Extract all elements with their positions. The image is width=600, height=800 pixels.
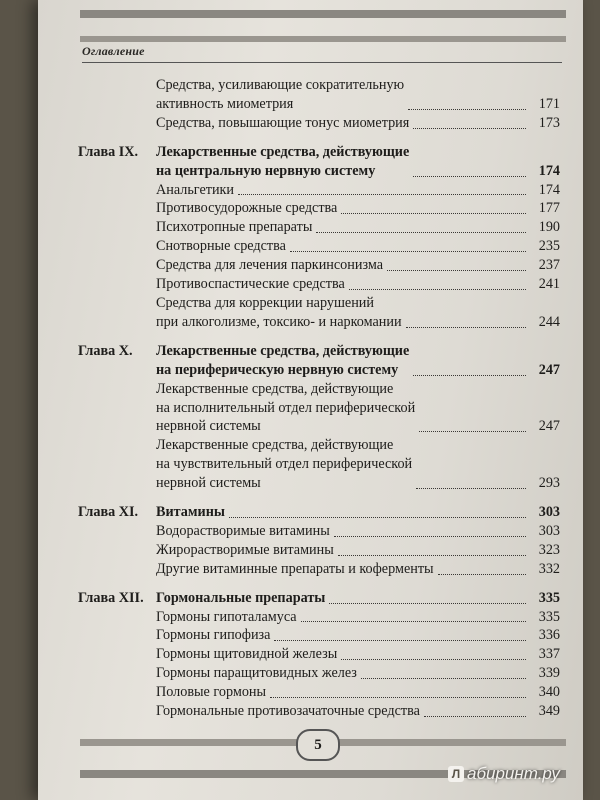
section-title: Жирорастворимые витамины [156, 541, 334, 558]
toc-section [78, 626, 560, 645]
leader-dots [238, 194, 526, 195]
section-title: Половые гормоны [156, 684, 267, 701]
labirint-watermark [448, 764, 560, 784]
page-ref: 335 [538, 589, 560, 606]
page-ref: 323 [538, 541, 560, 558]
page-ref: 190 [538, 219, 560, 236]
section-title: Противоспастические средства [156, 276, 345, 293]
chapter-title: Гормональные препараты [156, 589, 326, 606]
leader-dots [334, 536, 526, 537]
section-title: Средства, повышающие тонус миометрия [156, 114, 410, 131]
labirint-logo-icon: Л [448, 766, 464, 782]
page-ref: 337 [538, 646, 560, 663]
chapter-number: Глава XII. [78, 589, 144, 606]
leader-dots [301, 621, 526, 622]
section-title: Гормоны паращитовидных желез [156, 665, 357, 682]
toc-section [78, 76, 560, 114]
header-decorative-rule [80, 36, 566, 42]
leader-dots [424, 716, 526, 717]
leader-dots [290, 251, 526, 252]
chapter-number: Глава XI. [78, 504, 139, 521]
toc-section [78, 275, 560, 294]
page-ref: 241 [538, 276, 560, 293]
page-ref: 247 [538, 361, 560, 378]
toc-section [78, 560, 560, 579]
toc-section [78, 683, 560, 702]
chapter-title: Витамины [156, 504, 225, 521]
toc-section [78, 541, 560, 560]
table-of-contents [78, 76, 560, 721]
page-number: 5 [296, 729, 340, 761]
leader-dots [270, 697, 526, 698]
section-title: Гормональные противозачаточные средства [156, 703, 420, 720]
chapter-title: Лекарственные средства, действующие на центральную нервную систему [156, 143, 410, 179]
chapter-number: Глава X. [78, 342, 133, 359]
leader-dots [316, 232, 526, 233]
section-title: Средства для коррекции нарушений при алкоголизме, токсико- и наркомании [156, 294, 402, 330]
page-ref: 349 [538, 703, 560, 720]
section-title: Гормоны гипофиза [156, 627, 271, 644]
leader-dots [419, 431, 526, 432]
section-title: Психотропные препараты [156, 219, 313, 236]
leader-dots [361, 678, 526, 679]
page-ref: 335 [538, 608, 560, 625]
toc-chapter [78, 589, 560, 608]
leader-dots [408, 109, 526, 110]
running-header: Оглавление [82, 44, 145, 58]
leader-dots [438, 574, 526, 575]
toc-chapter [78, 503, 560, 522]
watermark-text: абиринт.ру [467, 764, 560, 783]
leader-dots [338, 555, 526, 556]
page-ref: 340 [538, 684, 560, 701]
leader-dots [413, 176, 526, 177]
page-ref: 174 [538, 162, 560, 179]
leader-dots [229, 517, 526, 518]
section-title: Противосудорожные средства [156, 200, 338, 217]
page-ref: 339 [538, 665, 560, 682]
page-ref: 332 [538, 560, 560, 577]
header-divider [82, 62, 562, 63]
section-title: Водорастворимые витамины [156, 522, 330, 539]
toc-section [78, 237, 560, 256]
leader-dots [349, 289, 526, 290]
toc-section [78, 181, 560, 200]
leader-dots [387, 270, 526, 271]
leader-dots [329, 603, 526, 604]
toc-section [78, 199, 560, 218]
page-ref: 171 [538, 95, 560, 112]
toc-section [78, 294, 560, 332]
leader-dots [413, 375, 526, 376]
toc-section [78, 256, 560, 275]
toc-section [78, 218, 560, 237]
section-title: Другие витаминные препараты и коферменты [156, 560, 434, 577]
toc-section [78, 114, 560, 133]
top-decorative-rule [80, 10, 566, 18]
page-ref: 174 [538, 181, 560, 198]
chapter-title: Лекарственные средства, действующие на периферическую нервную систему [156, 342, 410, 378]
toc-section [78, 608, 560, 627]
leader-dots [274, 640, 526, 641]
toc-section [78, 664, 560, 683]
toc-section [78, 436, 560, 493]
page-ref: 303 [538, 504, 560, 521]
section-title: Средства, усиливающие сократительную активность миометрия [156, 77, 405, 112]
page-ref: 244 [538, 313, 560, 330]
section-title: Средства для лечения паркинсонизма [156, 257, 384, 274]
leader-dots [341, 659, 526, 660]
leader-dots [406, 327, 526, 328]
leader-dots [416, 488, 526, 489]
leader-dots [341, 213, 526, 214]
page-ref: 237 [538, 257, 560, 274]
section-title: Анальгетики [156, 181, 235, 198]
page-ref: 293 [538, 475, 560, 492]
page-ref: 336 [538, 627, 560, 644]
section-title: Лекарственные средства, действующие на исполнительный отдел периферической нервной системы [156, 380, 416, 435]
book-page [38, 0, 583, 800]
page-ref: 235 [538, 238, 560, 255]
section-title: Гормоны щитовидной железы [156, 646, 338, 663]
leader-dots [413, 128, 526, 129]
section-title: Гормоны гипоталамуса [156, 608, 297, 625]
toc-section [78, 522, 560, 541]
page-ref: 173 [538, 114, 560, 131]
section-title: Лекарственные средства, действующие на чувствительный отдел периферической нервной системы [156, 437, 413, 492]
toc-chapter [78, 342, 560, 380]
section-title: Снотворные средства [156, 238, 286, 255]
page-ref: 247 [538, 418, 560, 435]
toc-chapter [78, 143, 560, 181]
page-ref: 177 [538, 200, 560, 217]
toc-section [78, 702, 560, 721]
toc-section [78, 645, 560, 664]
page-ref: 303 [538, 522, 560, 539]
toc-section [78, 380, 560, 437]
chapter-number: Глава IX. [78, 143, 139, 160]
